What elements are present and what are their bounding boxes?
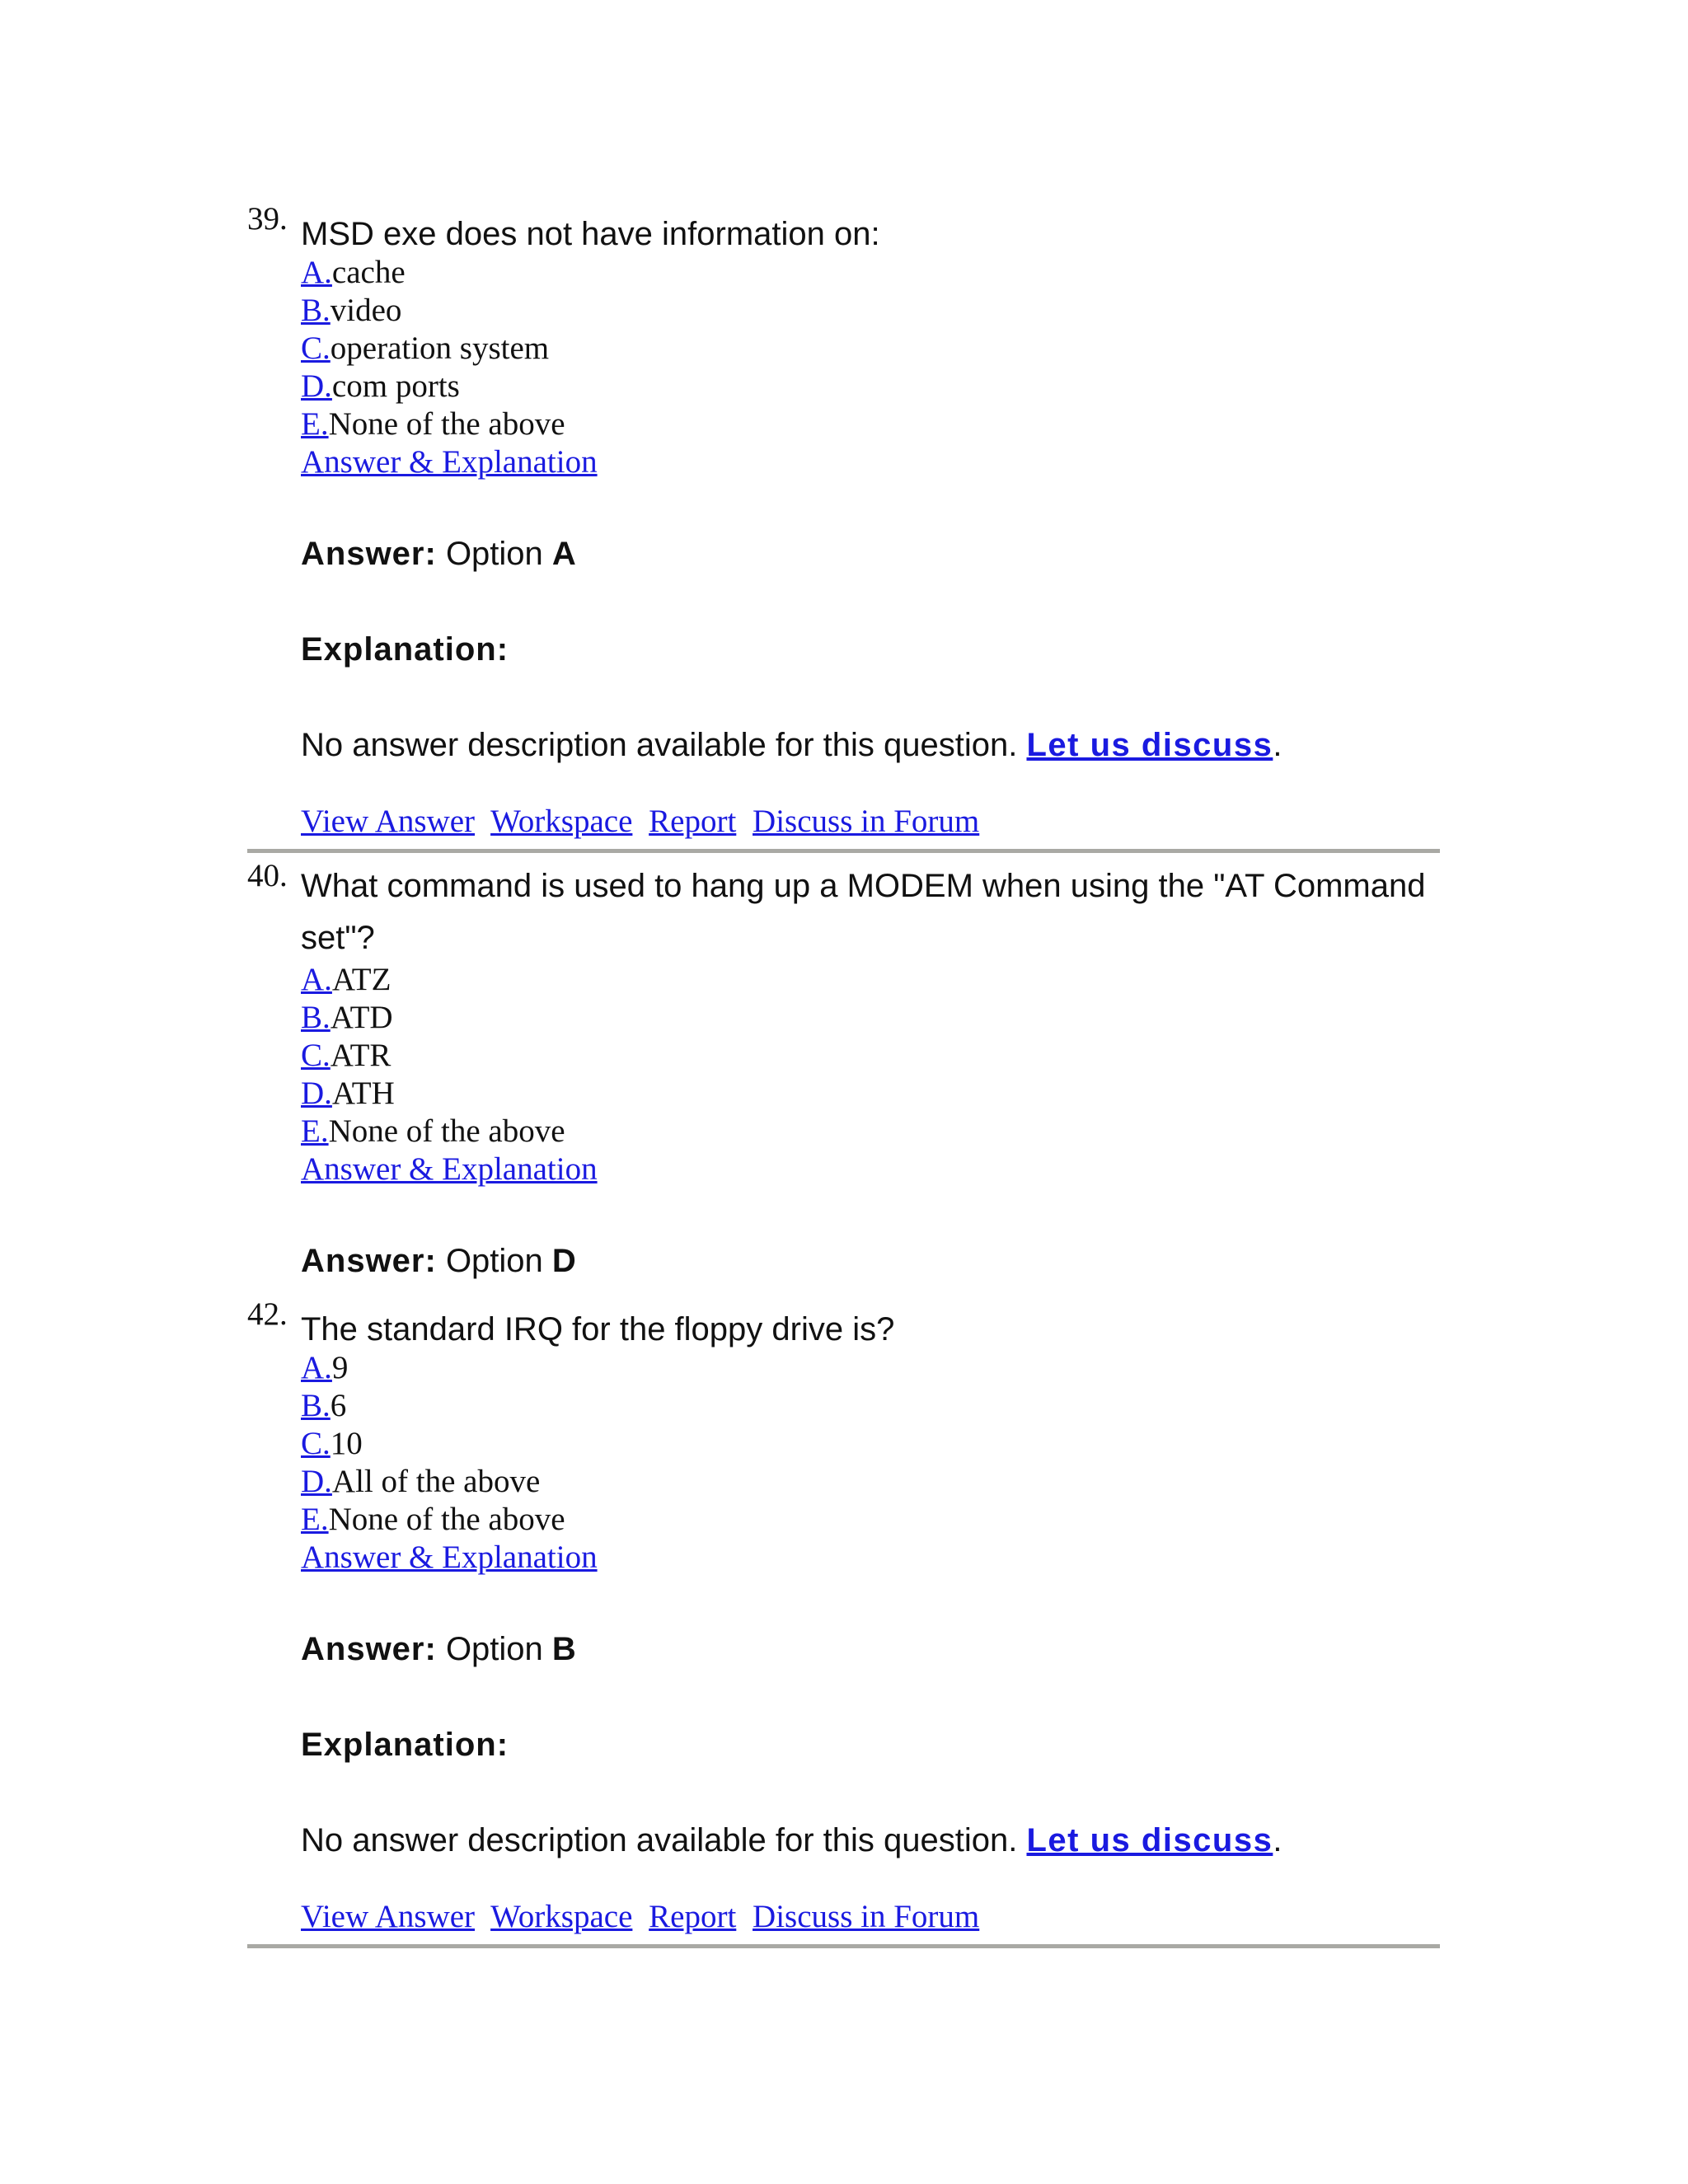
explanation-text-line [301,725,1442,765]
explanation-heading: Explanation: [301,1727,509,1763]
answer-line [301,1629,1442,1669]
option-c[interactable] [301,1037,1442,1075]
option-e[interactable] [301,1113,1442,1151]
answer-option-word: Option [445,1243,543,1279]
option-e[interactable] [301,1501,1442,1539]
option-letter[interactable]: A. [301,255,332,290]
question-text: The standard IRQ for the floppy drive is? [301,1311,895,1347]
option-text: None of the above [328,1502,565,1537]
answer-label: Answer: [301,536,437,572]
option-letter[interactable]: E. [301,406,329,442]
report-link[interactable]: Report [649,1899,737,1934]
option-letter[interactable]: B. [301,1388,331,1423]
option-c[interactable] [301,330,1442,368]
option-letter[interactable]: B. [301,293,331,328]
explanation-heading: Explanation: [301,631,509,668]
let-us-discuss-link[interactable]: Let us discuss [1026,727,1273,763]
question-number: 39. [247,201,288,237]
answer-explanation-link[interactable]: Answer & Explanation [301,444,598,480]
workspace-link[interactable]: Workspace [490,1899,633,1934]
let-us-discuss-link[interactable]: Let us discuss [1026,1822,1273,1858]
footer-links [301,803,1442,841]
option-text: video [330,293,402,328]
option-b[interactable] [301,1387,1442,1425]
question-text-line-1: What command is used to hang up a MODEM when using the "AT Command [301,868,1426,904]
view-answer-link[interactable]: View Answer [301,804,476,839]
question-text-line-2: set"? [301,920,375,956]
option-a[interactable] [301,961,1442,999]
answer-letter: B [551,1631,576,1667]
question-number: 40. [247,858,288,893]
explanation-period: . [1273,727,1282,763]
explanation-text-line [301,1821,1442,1860]
option-b[interactable] [301,999,1442,1037]
explanation-text: No answer description available for this question. [301,1822,1018,1858]
option-letter[interactable]: A. [301,1350,332,1385]
answer-letter: D [551,1243,576,1279]
answer-option-word: Option [445,1631,543,1667]
option-text: All of the above [331,1464,541,1499]
answer-label: Answer: [301,1631,437,1667]
option-letter[interactable]: B. [301,1000,331,1035]
divider [247,1944,1440,1948]
option-text: 6 [330,1388,347,1423]
option-letter[interactable]: D. [301,1076,332,1111]
option-text: 9 [331,1350,349,1385]
option-letter[interactable]: A. [301,962,332,997]
discuss-in-forum-link[interactable]: Discuss in Forum [753,804,980,839]
option-text: operation system [330,330,550,366]
explanation-period: . [1273,1822,1282,1858]
workspace-link[interactable]: Workspace [490,804,633,839]
answer-explanation-link[interactable]: Answer & Explanation [301,1151,598,1187]
view-answer-link[interactable]: View Answer [301,1899,476,1934]
answer-explanation-link[interactable]: Answer & Explanation [301,1540,598,1575]
option-letter[interactable]: C. [301,330,331,366]
footer-links [301,1898,1442,1936]
option-text: None of the above [328,1113,565,1149]
option-text: com ports [331,368,460,404]
option-a[interactable] [301,1349,1442,1387]
question-text: MSD exe does not have information on: [301,216,880,252]
answer-line [301,1241,1442,1281]
option-text: ATZ [331,962,392,997]
option-d[interactable] [301,1463,1442,1501]
option-letter[interactable]: D. [301,1464,332,1499]
option-text: 10 [330,1426,363,1461]
option-c[interactable] [301,1425,1442,1463]
option-text: ATD [330,1000,393,1035]
option-letter[interactable]: D. [301,368,332,404]
option-letter[interactable]: E. [301,1113,329,1149]
option-d[interactable] [301,368,1442,405]
option-letter[interactable]: C. [301,1038,331,1073]
option-letter[interactable]: C. [301,1426,331,1461]
option-text: ATR [330,1038,392,1073]
option-a[interactable] [301,254,1442,292]
option-e[interactable] [301,405,1442,443]
explanation-text: No answer description available for this question. [301,727,1018,763]
question-number: 42. [247,1296,288,1332]
option-text: ATH [331,1076,395,1111]
answer-letter: A [551,536,576,572]
option-text: cache [331,255,406,290]
discuss-in-forum-link[interactable]: Discuss in Forum [753,1899,980,1934]
option-d[interactable] [301,1075,1442,1113]
report-link[interactable]: Report [649,804,737,839]
option-text: None of the above [328,406,565,442]
answer-option-word: Option [445,536,543,572]
answer-label: Answer: [301,1243,437,1279]
answer-line [301,534,1442,574]
option-letter[interactable]: E. [301,1502,329,1537]
option-b[interactable] [301,292,1442,330]
divider [247,849,1440,853]
